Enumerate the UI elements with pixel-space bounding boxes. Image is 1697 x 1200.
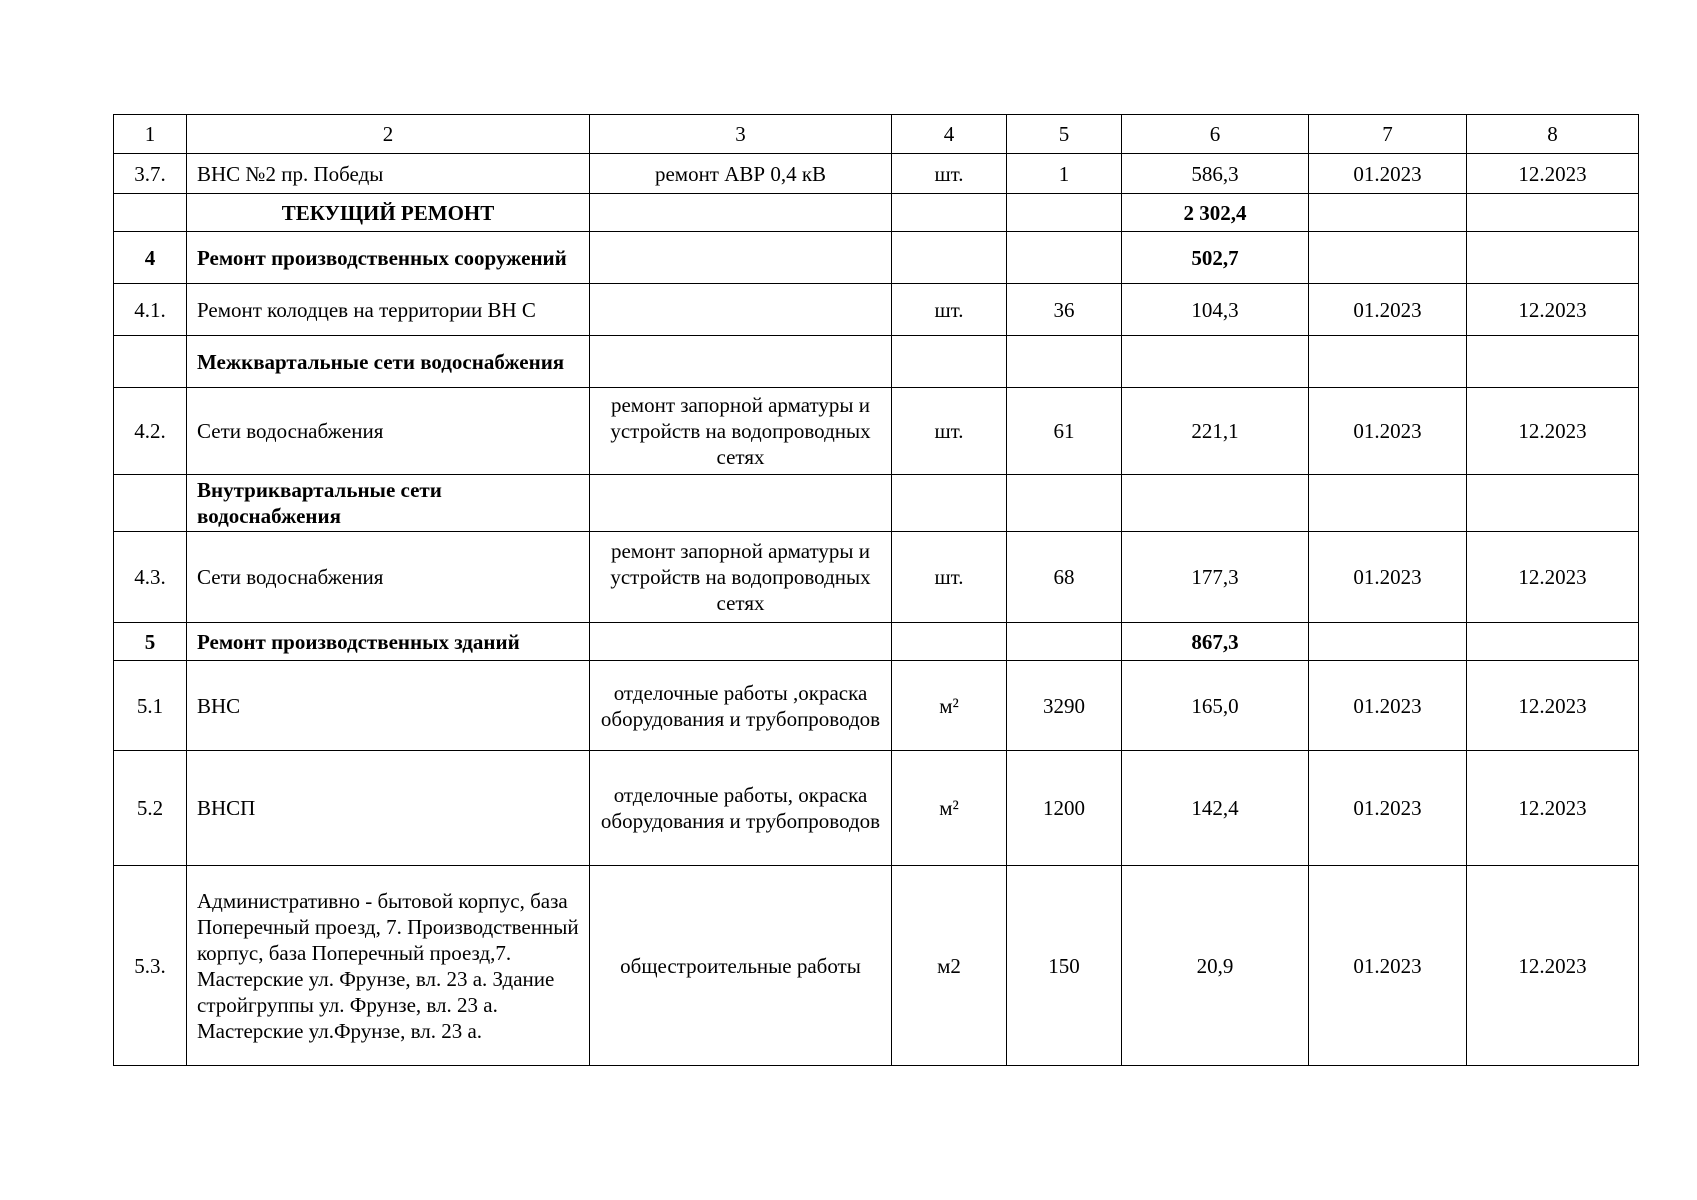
row-unit: шт. [892,284,1007,336]
row-start-date [1309,623,1467,661]
row-number: 5.3. [114,866,187,1066]
row-amount: 867,3 [1122,623,1309,661]
header-cell-8: 8 [1467,115,1639,154]
header-cell-3: 3 [590,115,892,154]
row-name: ВНС [187,661,590,751]
row-end-date: 12.2023 [1467,388,1639,475]
row-number [114,336,187,388]
row-unit: шт. [892,532,1007,623]
row-start-date [1309,232,1467,284]
row-quantity [1007,336,1122,388]
row-unit [892,623,1007,661]
table-row [114,623,1639,661]
row-work [590,232,892,284]
table-row [114,751,1639,866]
row-unit: м² [892,661,1007,751]
header-cell-2: 2 [187,115,590,154]
row-quantity: 1200 [1007,751,1122,866]
row-number: 4.3. [114,532,187,623]
row-work: общестроительные работы [590,866,892,1066]
row-quantity: 1 [1007,154,1122,194]
table-row [114,532,1639,623]
header-cell-6: 6 [1122,115,1309,154]
row-name: Внутриквартальные сети водоснабжения [187,475,590,532]
row-number: 5.1 [114,661,187,751]
row-end-date: 12.2023 [1467,661,1639,751]
header-row [114,115,1639,154]
header-cell-4: 4 [892,115,1007,154]
row-start-date: 01.2023 [1309,284,1467,336]
row-end-date: 12.2023 [1467,751,1639,866]
row-amount: 586,3 [1122,154,1309,194]
row-end-date: 12.2023 [1467,866,1639,1066]
table-row [114,194,1639,232]
row-quantity: 68 [1007,532,1122,623]
table-row [114,866,1639,1066]
row-work [590,284,892,336]
row-name: Сети водоснабжения [187,532,590,623]
row-quantity [1007,475,1122,532]
row-quantity: 61 [1007,388,1122,475]
row-start-date [1309,194,1467,232]
row-end-date [1467,194,1639,232]
row-quantity [1007,232,1122,284]
row-start-date: 01.2023 [1309,751,1467,866]
row-unit [892,232,1007,284]
row-name: ТЕКУЩИЙ РЕМОНТ [187,194,590,232]
row-work: отделочные работы ,окраска оборудования и трубопроводов [590,661,892,751]
row-number: 5.2 [114,751,187,866]
row-name: Ремонт производственных зданий [187,623,590,661]
table-row [114,475,1639,532]
row-name: Ремонт производственных сооружений [187,232,590,284]
row-unit [892,336,1007,388]
repair-plan-table [113,114,1639,1066]
row-amount: 502,7 [1122,232,1309,284]
row-start-date [1309,475,1467,532]
row-name: Ремонт колодцев на территории ВН С [187,284,590,336]
row-start-date: 01.2023 [1309,866,1467,1066]
row-name: Сети водоснабжения [187,388,590,475]
row-work [590,336,892,388]
row-name: Административно - бытовой корпус, база Поперечный проезд, 7. Производственный корпус, база Поперечный проезд,7. Мастерские ул. Фрунзе, вл. 23 а. Здание стройгруппы ул. Фрунзе, вл. 23 а. Мастерские ул.Фрунзе, вл. 23 а. [187,866,590,1066]
row-unit: шт. [892,388,1007,475]
row-work [590,623,892,661]
row-name: Межквартальные сети водоснабжения [187,336,590,388]
row-work: ремонт запорной арматуры и устройств на водопроводных сетях [590,532,892,623]
row-start-date: 01.2023 [1309,388,1467,475]
row-unit [892,194,1007,232]
row-number: 4.2. [114,388,187,475]
row-end-date: 12.2023 [1467,154,1639,194]
row-amount: 221,1 [1122,388,1309,475]
row-work: ремонт АВР 0,4 кВ [590,154,892,194]
table-row [114,336,1639,388]
table-row [114,154,1639,194]
row-end-date [1467,623,1639,661]
table-row [114,232,1639,284]
row-amount: 177,3 [1122,532,1309,623]
row-quantity: 150 [1007,866,1122,1066]
row-number: 4 [114,232,187,284]
row-start-date: 01.2023 [1309,532,1467,623]
row-amount [1122,336,1309,388]
row-number: 4.1. [114,284,187,336]
row-work: ремонт запорной арматуры и устройств на водопроводных сетях [590,388,892,475]
table-row [114,388,1639,475]
row-name: ВНС №2 пр. Победы [187,154,590,194]
row-work [590,194,892,232]
row-number: 5 [114,623,187,661]
row-end-date: 12.2023 [1467,284,1639,336]
row-amount: 165,0 [1122,661,1309,751]
row-end-date [1467,475,1639,532]
row-amount: 2 302,4 [1122,194,1309,232]
table-row [114,284,1639,336]
row-unit: м2 [892,866,1007,1066]
row-name: ВНСП [187,751,590,866]
header-cell-1: 1 [114,115,187,154]
row-work [590,475,892,532]
row-end-date: 12.2023 [1467,532,1639,623]
row-number: 3.7. [114,154,187,194]
row-unit: шт. [892,154,1007,194]
row-number [114,475,187,532]
row-number [114,194,187,232]
row-amount [1122,475,1309,532]
row-start-date: 01.2023 [1309,661,1467,751]
row-amount: 142,4 [1122,751,1309,866]
row-end-date [1467,336,1639,388]
row-amount: 104,3 [1122,284,1309,336]
row-unit [892,475,1007,532]
row-work: отделочные работы, окраска оборудования и трубопроводов [590,751,892,866]
row-amount: 20,9 [1122,866,1309,1066]
table-row [114,661,1639,751]
row-unit: м² [892,751,1007,866]
row-quantity: 36 [1007,284,1122,336]
header-cell-7: 7 [1309,115,1467,154]
row-quantity [1007,623,1122,661]
row-start-date: 01.2023 [1309,154,1467,194]
row-end-date [1467,232,1639,284]
header-cell-5: 5 [1007,115,1122,154]
row-start-date [1309,336,1467,388]
row-quantity [1007,194,1122,232]
row-quantity: 3290 [1007,661,1122,751]
